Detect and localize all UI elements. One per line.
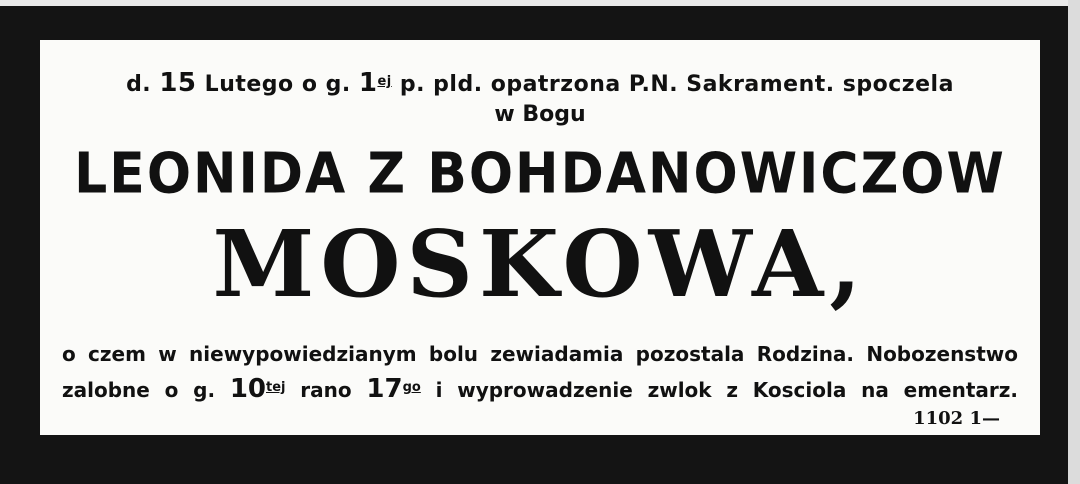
line4-b: rano bbox=[285, 378, 367, 402]
line1-prefix: d. bbox=[126, 72, 160, 97]
deceased-surname: MOSKOWA, bbox=[212, 210, 868, 318]
service-hour: 10 bbox=[229, 374, 266, 404]
line4-c: i wyprowadzenie zwlok z Kosciola na ementarz. bbox=[420, 378, 1018, 402]
page-edge-top bbox=[0, 0, 1080, 6]
service-day-suffix: go bbox=[402, 380, 421, 395]
obituary-notice bbox=[40, 40, 1040, 435]
service-day: 17 bbox=[366, 374, 403, 404]
death-hour: 1 bbox=[358, 68, 378, 98]
in-god-line: w Bogu bbox=[494, 102, 586, 127]
death-hour-suffix: ej bbox=[377, 74, 392, 89]
line1-rest: p. pld. opatrzona P.N. Sakrament. spoczela bbox=[391, 72, 954, 97]
deceased-first-name: LEONIDA Z BOHDANOWICZOW bbox=[74, 141, 1006, 207]
service-hour-suffix: tej bbox=[266, 380, 286, 395]
line1-mid: Lutego o g. bbox=[196, 72, 359, 97]
page-edge-right bbox=[1068, 0, 1080, 484]
funeral-service-line bbox=[62, 374, 1018, 404]
line4-a: zalobne o g. bbox=[62, 378, 230, 402]
ad-reference-number: 1102 1— bbox=[913, 408, 1000, 429]
death-day: 15 bbox=[159, 68, 197, 98]
death-date-line bbox=[40, 68, 1040, 98]
family-announcement-line: o czem w niewypowiedzianym bolu zewiadamia pozostala Rodzina. Nobozenstwo bbox=[62, 342, 1018, 366]
